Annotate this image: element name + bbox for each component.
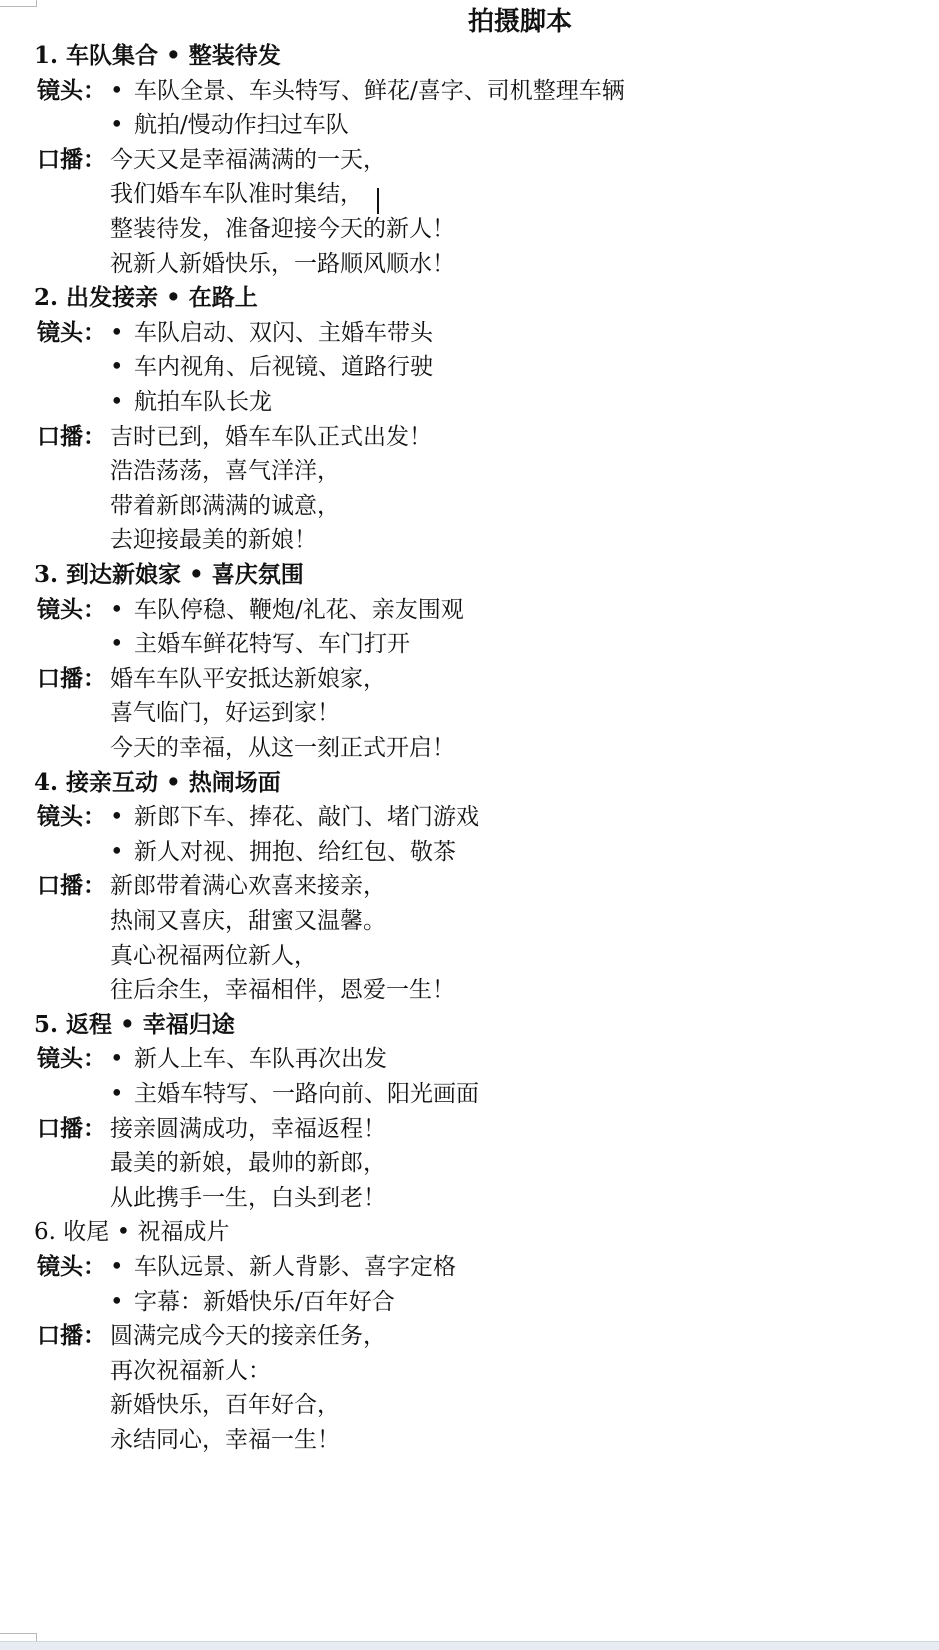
shot-line[interactable]	[0, 1041, 939, 1077]
shot-item: 航拍车队长龙	[134, 389, 272, 415]
bullet-marker: •	[110, 354, 124, 381]
voiceover-text: 接亲圆满成功，幸福返程！	[110, 1115, 386, 1142]
text-cursor	[377, 188, 379, 214]
voiceover-text: 我们婚车车队准时集结，	[110, 181, 363, 208]
shot-line[interactable]	[0, 834, 939, 870]
voiceover-text: 浩浩荡荡，喜气洋洋，	[110, 458, 340, 485]
bullet-marker: •	[110, 1288, 124, 1315]
voiceover-text: 圆满完成今天的接亲任务，	[110, 1323, 386, 1350]
voiceover-line[interactable]	[0, 903, 939, 939]
shot-label: 镜头：	[37, 1253, 106, 1280]
voiceover-text: 吉时已到，婚车车队正式出发！	[110, 423, 432, 450]
voiceover-line[interactable]	[0, 661, 939, 697]
voiceover-text: 往后余生，幸福相伴，恩爱一生！	[110, 977, 455, 1004]
voiceover-line[interactable]	[0, 419, 939, 455]
voiceover-line[interactable]	[0, 1180, 939, 1216]
shot-item: 航拍/慢动作扫过车队	[134, 112, 349, 139]
voiceover-line[interactable]	[0, 1387, 939, 1423]
shot-line[interactable]	[0, 349, 939, 385]
voiceover-text: 最美的新娘，最帅的新郎，	[110, 1150, 386, 1177]
shot-label: 镜头：	[37, 595, 106, 623]
voiceover-text: 祝新人新婚快乐，一路顺风顺水！	[110, 250, 455, 277]
voiceover-line[interactable]	[0, 972, 939, 1008]
bullet-marker: •	[110, 631, 124, 658]
voiceover-text: 今天又是幸福满满的一天，	[110, 146, 386, 173]
voiceover-label: 口播：	[37, 872, 106, 900]
voiceover-line[interactable]	[0, 730, 939, 766]
voiceover-line[interactable]	[0, 488, 939, 524]
shot-line[interactable]	[0, 1249, 939, 1285]
bullet-marker: •	[110, 319, 124, 346]
section-heading-line[interactable]	[0, 1007, 939, 1043]
shot-line[interactable]	[0, 1076, 939, 1112]
bullet-marker: •	[110, 77, 124, 104]
shot-item: 主婚车特写、一路向前、阳光画面	[134, 1081, 479, 1107]
voiceover-line[interactable]	[0, 695, 939, 731]
shot-line[interactable]	[0, 592, 939, 628]
shot-line[interactable]	[0, 107, 939, 143]
bullet-marker: •	[110, 596, 124, 623]
section-heading: 3. 到达新娘家 • 喜庆氛围	[34, 561, 304, 588]
voiceover-text: 真心祝福两位新人，	[110, 942, 317, 969]
shot-item: 车队全景、车头特写、鲜花/喜字、司机整理车辆	[134, 77, 625, 104]
shot-item: 车队启动、双闪、主婚车带头	[134, 319, 433, 346]
shot-label: 镜头：	[37, 76, 106, 104]
voiceover-line[interactable]	[0, 938, 939, 974]
voiceover-text: 喜气临门，好运到家！	[110, 700, 340, 727]
section-heading-line[interactable]	[0, 38, 939, 74]
voiceover-text: 整装待发，准备迎接今天的新人！	[110, 216, 455, 242]
section-heading-line[interactable]	[0, 557, 939, 593]
voiceover-line[interactable]	[0, 522, 939, 558]
shot-line[interactable]	[0, 1284, 939, 1320]
voiceover-text: 今天的幸福，从这一刻正式开启！	[110, 735, 455, 761]
bullet-marker: •	[110, 804, 124, 831]
shot-label: 镜头：	[37, 1045, 106, 1073]
voiceover-line[interactable]	[0, 176, 939, 212]
bullet-marker: •	[110, 1254, 124, 1280]
voiceover-line[interactable]	[0, 1145, 939, 1181]
voiceover-text: 带着新郎满满的诚意，	[110, 492, 340, 519]
voiceover-text: 再次祝福新人：	[110, 1357, 271, 1384]
voiceover-line[interactable]	[0, 1111, 939, 1147]
shot-item: 新人对视、拥抱、给红包、敬茶	[134, 838, 456, 865]
section-heading: 4. 接亲互动 • 热闹场面	[34, 768, 281, 796]
section-heading-line[interactable]	[0, 1214, 939, 1250]
shot-line[interactable]	[0, 384, 939, 420]
shot-item: 字幕：新婚快乐/百年好合	[134, 1288, 395, 1315]
shot-item: 主婚车鲜花特写、车门打开	[134, 631, 410, 658]
voiceover-line[interactable]	[0, 1353, 939, 1389]
bullet-marker: •	[110, 1046, 124, 1073]
voiceover-line[interactable]	[0, 453, 939, 489]
shot-line[interactable]	[0, 315, 939, 351]
voiceover-label: 口播：	[37, 1322, 106, 1350]
section-heading-line[interactable]	[0, 765, 939, 801]
bullet-marker: •	[110, 838, 124, 865]
bullet-marker: •	[110, 389, 124, 415]
shot-label: 镜头：	[37, 318, 106, 346]
voiceover-line[interactable]	[0, 211, 939, 247]
voiceover-label: 口播：	[37, 422, 106, 450]
shot-item: 车内视角、后视镜、道路行驶	[134, 354, 433, 381]
voiceover-line[interactable]	[0, 868, 939, 904]
voiceover-label: 口播：	[37, 664, 106, 692]
voiceover-label: 口播：	[37, 145, 106, 173]
bullet-marker: •	[110, 1081, 124, 1107]
shot-item: 车队停稳、鞭炮/礼花、亲友围观	[134, 596, 464, 623]
shot-line[interactable]	[0, 626, 939, 662]
section-heading: 6. 收尾 • 祝福成片	[34, 1219, 230, 1246]
shot-line[interactable]	[0, 799, 939, 835]
section-heading: 1. 车队集合 • 整装待发	[34, 42, 281, 69]
voiceover-line[interactable]	[0, 142, 939, 178]
section-heading: 2. 出发接亲 • 在路上	[34, 284, 258, 312]
voiceover-line[interactable]	[0, 1318, 939, 1354]
voiceover-line[interactable]	[0, 1422, 939, 1458]
voiceover-text: 热闹又喜庆，甜蜜又温馨。	[110, 908, 386, 934]
shot-item: 新人上车、车队再次出发	[134, 1046, 387, 1073]
bullet-marker: •	[110, 112, 124, 139]
voiceover-text: 从此携手一生，白头到老！	[110, 1184, 386, 1211]
voiceover-text: 新婚快乐，百年好合，	[110, 1392, 340, 1419]
document-title: 拍摄脚本	[467, 7, 572, 37]
shot-item: 新郎下车、捧花、敲门、堵门游戏	[134, 804, 479, 831]
voiceover-label: 口播：	[37, 1114, 106, 1142]
section-heading: 5. 返程 • 幸福归途	[34, 1010, 235, 1038]
voiceover-text: 婚车车队平安抵达新娘家，	[110, 665, 386, 692]
shot-line[interactable]	[0, 73, 939, 109]
shot-label: 镜头：	[37, 803, 106, 831]
voiceover-text: 新郎带着满心欢喜来接亲，	[110, 873, 386, 900]
voiceover-line[interactable]	[0, 246, 939, 282]
voiceover-text: 永结同心，幸福一生！	[110, 1427, 340, 1453]
shot-item: 车队远景、新人背影、喜字定格	[134, 1254, 456, 1280]
voiceover-text: 去迎接最美的新娘！	[110, 527, 317, 554]
section-heading-line[interactable]	[0, 280, 939, 316]
